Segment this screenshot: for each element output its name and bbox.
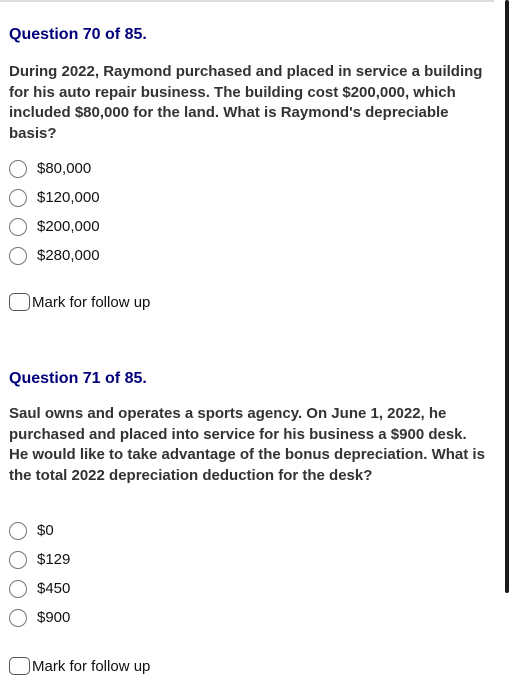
answer-option-d[interactable] [9,603,70,632]
radio-button[interactable] [9,189,27,207]
answer-options [9,516,70,632]
mark-for-follow-up[interactable] [9,657,150,675]
radio-button[interactable] [9,580,27,598]
answer-options [9,154,100,270]
answer-option-a[interactable] [9,154,100,183]
scrollbar[interactable] [505,0,509,593]
answer-option-label: $80,000 [37,160,92,177]
mark-for-follow-up[interactable] [9,293,150,311]
question-title: Question 71 of 85. [9,370,147,387]
answer-option-label: $450 [37,580,71,597]
answer-option-label: $0 [37,522,54,539]
answer-option-b[interactable] [9,545,70,574]
radio-button[interactable] [9,160,27,178]
radio-button[interactable] [9,522,27,540]
answer-option-label: $280,000 [37,247,100,264]
question-text: Saul owns and operates a sports agency. On June 1, 2022, he purchased and placed into service for his business a $900 desk. He would like to take advantage of the bonus depreciation. What is the total 2022 depreciation deduction for the desk? [9,405,485,484]
question-title: Question 70 of 85. [9,26,147,43]
answer-option-c[interactable] [9,574,70,603]
radio-button[interactable] [9,551,27,569]
follow-up-checkbox[interactable] [9,293,30,311]
answer-option-b[interactable] [9,183,100,212]
answer-option-label: $900 [37,609,71,626]
top-divider [0,0,494,2]
question-text: During 2022, Raymond purchased and placed in service a building for his auto repair business. The building cost $200,000, which included $80,000 for the land. What is Raymond's depreciable basis? [9,63,483,142]
radio-button[interactable] [9,247,27,265]
answer-option-label: $129 [37,551,71,568]
answer-option-a[interactable] [9,516,70,545]
follow-up-label: Mark for follow up [32,657,151,675]
radio-button[interactable] [9,609,27,627]
answer-option-d[interactable] [9,241,100,270]
follow-up-label: Mark for follow up [32,293,151,311]
answer-option-c[interactable] [9,212,100,241]
radio-button[interactable] [9,218,27,236]
answer-option-label: $120,000 [37,189,100,206]
follow-up-checkbox[interactable] [9,657,30,675]
answer-option-label: $200,000 [37,218,100,235]
